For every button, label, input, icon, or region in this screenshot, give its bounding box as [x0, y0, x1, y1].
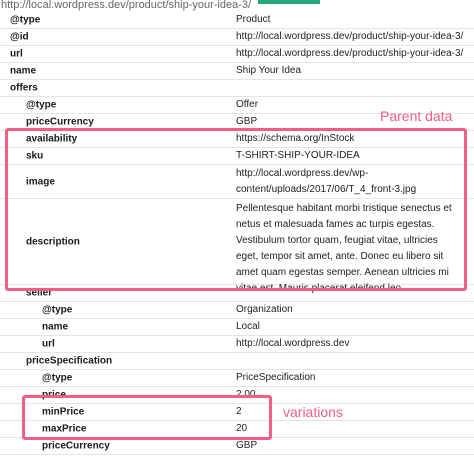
- row-value: 2.00: [236, 389, 256, 400]
- row-key: @id: [10, 31, 29, 43]
- row-key: image: [26, 176, 55, 187]
- parent-data-highlight: [5, 128, 467, 291]
- table-row: [0, 46, 474, 63]
- row-value: GBP: [236, 440, 258, 451]
- row-key: seller: [26, 287, 53, 299]
- url-text: http://local.wordpress.dev/product/ship-your-idea-3/: [1, 0, 252, 11]
- row-key: priceCurrency: [42, 440, 110, 452]
- row-key: name: [42, 321, 69, 333]
- table-row: [0, 370, 474, 387]
- row-value: 20: [236, 423, 248, 434]
- row-key: maxPrice: [42, 423, 87, 435]
- table-row: [0, 12, 474, 29]
- row-value: PriceSpecification: [236, 372, 316, 383]
- row-value: http://local.wordpress.dev/product/ship-your-idea-3/: [236, 31, 464, 42]
- row-value: Product: [236, 14, 271, 25]
- row-value: Local: [236, 321, 260, 332]
- url-bar[interactable]: [0, 0, 474, 12]
- table-row: [0, 29, 474, 46]
- row-key: offers: [10, 82, 38, 94]
- row-value: 2: [236, 406, 242, 417]
- parent-data-label: Parent data: [380, 108, 453, 124]
- row-value: Offer: [236, 99, 259, 110]
- table-row: [0, 302, 474, 319]
- row-key: name: [10, 65, 37, 77]
- row-value: https://schema.org/InStock: [236, 133, 355, 144]
- row-value: Organization: [236, 304, 293, 315]
- row-value: http://local.wordpress.dev: [236, 338, 350, 349]
- row-key: priceCurrency: [26, 116, 94, 128]
- row-key: url: [42, 338, 55, 350]
- table-row: [0, 353, 474, 370]
- table-row: [0, 319, 474, 336]
- row-key: @type: [10, 14, 41, 26]
- row-value: GBP: [236, 116, 258, 127]
- row-key: description: [26, 236, 80, 247]
- table-row: [0, 438, 474, 455]
- row-key: availability: [26, 133, 78, 145]
- row-value: Ship Your Idea: [236, 65, 302, 76]
- row-key: @type: [42, 304, 73, 316]
- row-key: minPrice: [42, 406, 85, 418]
- row-key: priceSpecification: [26, 355, 113, 367]
- row-key: url: [10, 48, 23, 60]
- toolbar-button[interactable]: [258, 0, 320, 4]
- row-key: sku: [26, 150, 44, 162]
- row-value: http://local.wordpress.dev/wp-content/uploads/2017/06/T_4_front-3.jpg: [236, 168, 417, 195]
- table-row: [0, 336, 474, 353]
- row-value: T-SHIRT-SHIP-YOUR-IDEA: [236, 150, 360, 161]
- row-key: @type: [26, 99, 57, 111]
- variations-highlight: [22, 395, 272, 440]
- row-key: @type: [42, 372, 73, 384]
- row-key: price: [42, 389, 66, 401]
- table-row: [0, 63, 474, 80]
- variations-label: variations: [283, 404, 343, 420]
- table-row: [0, 80, 474, 97]
- row-value: Pellentesque habitant morbi tristique senectus et netus et malesuada fames ac turpis egestas. Vestibulum tortor quam, feugiat vitae, ultricies eget, tempor sit amet, ante. Donec eu libero sit amet quam egestas semper. Aenean ultricies mi vitae est. Mauris placerat eleifend leo.: [236, 203, 452, 294]
- row-value: http://local.wordpress.dev/product/ship-your-idea-3/: [236, 48, 464, 59]
